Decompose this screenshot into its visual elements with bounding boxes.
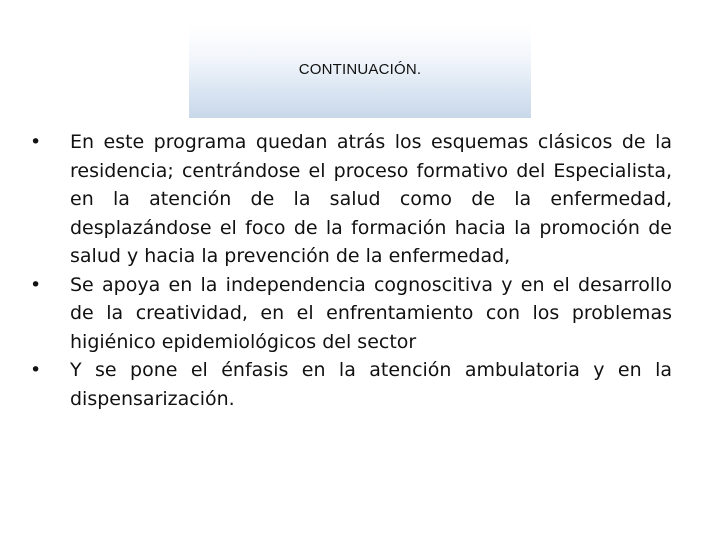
bullet-item <box>28 271 672 357</box>
bullet-icon: • <box>30 131 42 153</box>
bullet-list <box>28 128 672 413</box>
bullet-text: En este programa quedan atrás los esquemas clásicos de la residencia; centrándose el proceso formativo del Especialista, en la atención de la salud como de la enfermedad, desplazándose el foco de la formación hacia la promoción de salud y hacia la prevención de la enfermedad, <box>70 131 672 267</box>
bullet-icon: • <box>30 359 42 381</box>
bullet-item <box>28 128 672 271</box>
bullet-item <box>28 356 672 413</box>
bullet-text: Se apoya en la independencia cognoscitiva y en el desarrollo de la creatividad, en el enfrentamiento con los problemas higiénico epidemiológicos del sector <box>70 273 672 353</box>
bullet-text: Y se pone el énfasis en la atención ambulatoria y en la dispensarización. <box>70 359 672 410</box>
title-box <box>189 26 531 118</box>
slide-title: CONTINUACIÓN. <box>298 60 422 78</box>
bullet-icon: • <box>30 273 42 296</box>
